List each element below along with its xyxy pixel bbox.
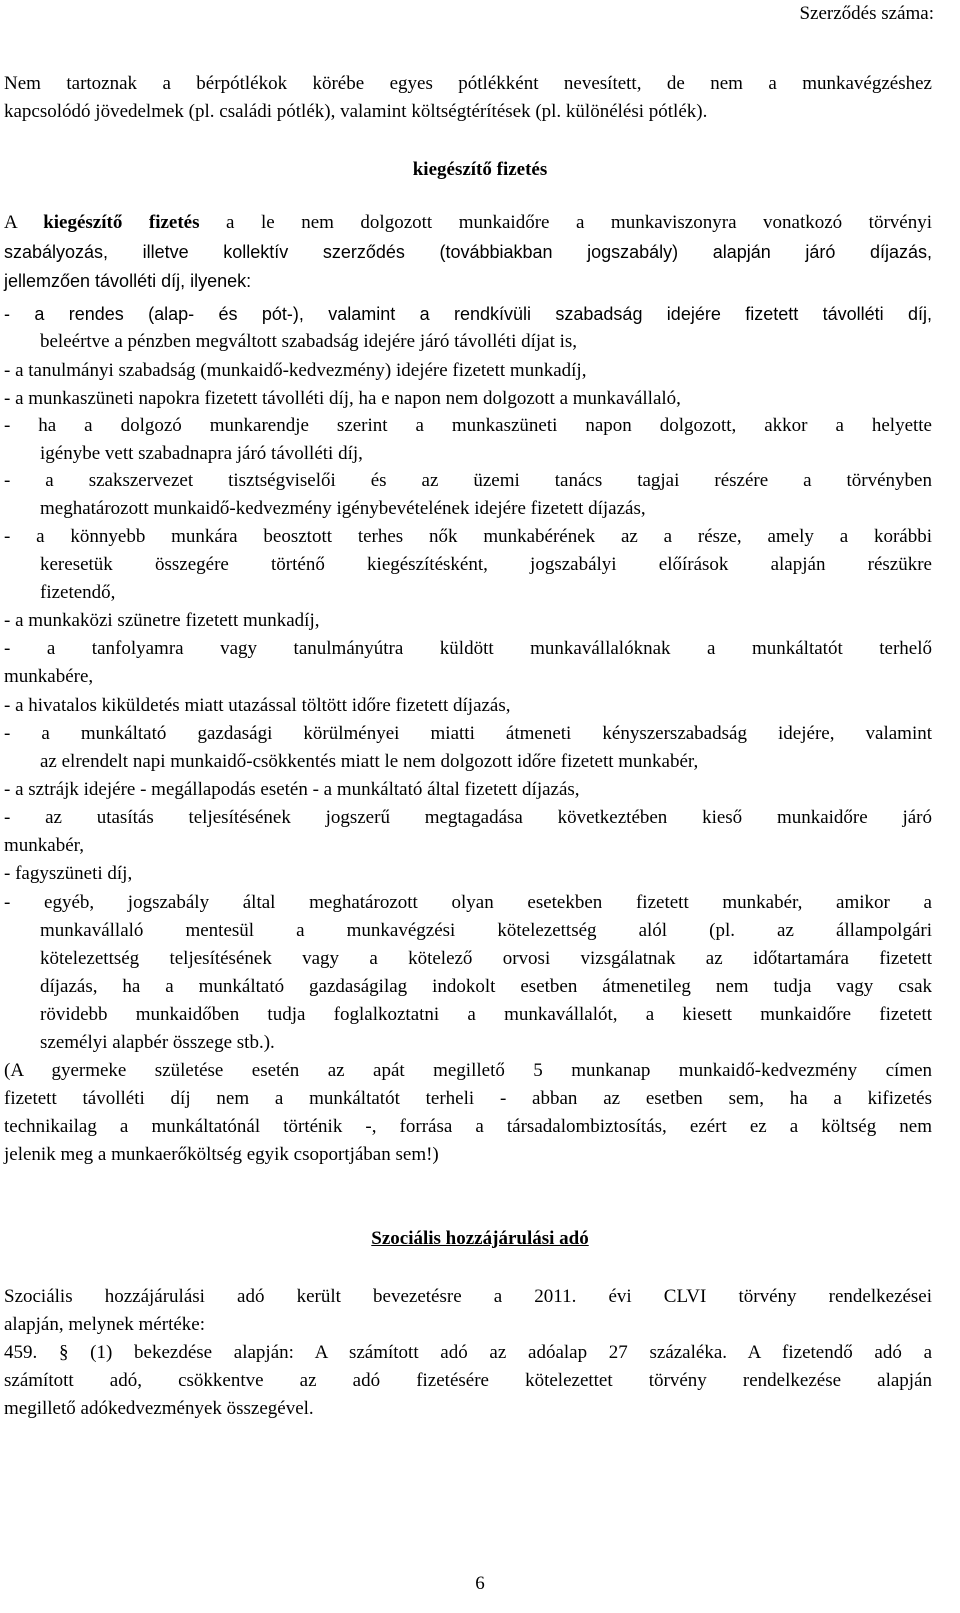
list-item: - a tanfolyamra vagy tanulmányútra küldött munkavállalóknak a munkáltatót terhelő xyxy=(4,638,932,659)
section2-line: 459. § (1) bekezdése alapján: A számított adó az adóalap 27 százaléka. A fizetendő adó a xyxy=(4,1342,932,1363)
list-item-continuation: meghatározott munkaidő-kedvezmény igénybevételének idejére fizetett díjazás, xyxy=(40,498,646,519)
note-line-1: (A gyermeke születése esetén az apát megillető 5 munkanap munkaidő-kedvezmény címen xyxy=(4,1060,932,1081)
list-item: - egyéb, jogszabály által meghatározott olyan esetekben fizetett munkabér, amikor a xyxy=(4,892,932,913)
list-item: - a hivatalos kiküldetés miatt utazással töltött időre fizetett díjazás, xyxy=(4,695,511,716)
list-item-continuation: munkavállaló mentesül a munkavégzési kötelezettség alól (pl. az állampolgári xyxy=(40,920,932,941)
note-line-3: technikailag a munkáltatónál történik -, forrása a társadalombiztosítás, ezért ez a költség nem xyxy=(4,1116,932,1137)
list-item-continuation: személyi alapbér összege stb.). xyxy=(40,1032,275,1053)
list-item: - fagyszüneti díj, xyxy=(4,863,133,884)
list-item: - ha a dolgozó munkarendje szerint a munkaszüneti napon dolgozott, akkor a helyette xyxy=(4,415,932,436)
list-item-continuation: munkabére, xyxy=(4,666,94,687)
list-item-continuation: díjazás, ha a munkáltató gazdaságilag indokolt esetben átmenetileg nem tudja vagy csak xyxy=(40,976,932,997)
list-item: - az utasítás teljesítésének jogszerű megtagadása következtében kieső munkaidőre járó xyxy=(4,807,932,828)
section-heading-text: Szociális hozzájárulási adó xyxy=(371,1228,589,1249)
list-item-continuation: fizetendő, xyxy=(40,582,116,603)
intro-line-1: Nem tartoznak a bérpótlékok körébe egyes pótlékként nevesített, de nem a munkavégzéshez xyxy=(4,73,932,94)
section2-line: Szociális hozzájárulási adó került bevezetésre a 2011. évi CLVI törvény rendelkezései xyxy=(4,1286,932,1307)
paragraph-line-1 xyxy=(4,209,932,237)
list-item-continuation: igénybe vett szabadnapra járó távolléti díj, xyxy=(40,443,363,464)
paragraph-start: A xyxy=(4,212,17,233)
paragraph-line-1-rest: a le nem dolgozott munkaidőre a munkaviszonyra vonatkozó törvényi xyxy=(226,212,932,233)
list-item: - a könnyebb munkára beosztott terhes nők munkabérének az a része, amely a korábbi xyxy=(4,526,932,547)
list-item: - a szakszervezet tisztségviselői és az üzemi tanács tagjai részére a törvényben xyxy=(4,470,932,491)
note-line-2: fizetett távolléti díj nem a munkáltatót terheli - abban az esetben sem, ha a kifizetés xyxy=(4,1088,932,1109)
list-item: - a rendes (alap- és pót-), valamint a rendkívüli szabadság idejére fizetett távolléti díj, xyxy=(4,304,932,324)
contract-number-label: Szerződés száma: xyxy=(799,3,934,24)
paragraph-line-2: szabályozás, illetve kollektív szerződés (továbbiakban jogszabály) alapján járó díjazás, xyxy=(4,242,932,262)
list-item: - a munkaszüneti napokra fizetett távolléti díj, ha e napon nem dolgozott a munkavállaló, xyxy=(4,388,681,409)
list-item-continuation: beleértve a pénzben megváltott szabadság idejére járó távolléti díjat is, xyxy=(40,331,578,352)
list-item-continuation: munkabér, xyxy=(4,835,84,856)
list-item-continuation: kötelezettség teljesítésének vagy a kötelező orvosi vizsgálatnak az időtartamára fizetett xyxy=(40,948,932,969)
section-heading-kiegeszito-fizetes: kiegészítő fizetés xyxy=(412,159,548,180)
list-item-continuation: keresetük összegére történő kiegészítésként, jogszabályi előírások alapján részükre xyxy=(40,554,932,575)
list-item: - a tanulmányi szabadság (munkaidő-kedvezmény) idejére fizetett munkadíj, xyxy=(4,360,587,381)
list-item: - a sztrájk idejére - megállapodás esetén - a munkáltató által fizetett díjazás, xyxy=(4,779,580,800)
list-item: - a munkáltató gazdasági körülményei miatti átmeneti kényszerszabadság idejére, valamint xyxy=(4,723,932,744)
list-item-continuation: az elrendelt napi munkaidő-csökkentés miatt le nem dolgozott időre fizetett munkabér, xyxy=(40,751,699,772)
section2-line: megillető adókedvezmények összegével. xyxy=(4,1398,314,1419)
note-line-4: jelenik meg a munkaerőköltség egyik csoportjában sem!) xyxy=(4,1144,439,1165)
section2-line: számított adó, csökkentve az adó fizetésére kötelezettet törvény rendelkezése alapján xyxy=(4,1370,932,1391)
paragraph-line-3: jellemzően távolléti díj, ilyenek: xyxy=(4,271,252,291)
term-bold: kiegészítő fizetés xyxy=(43,212,200,233)
section2-line: alapján, melynek mértéke: xyxy=(4,1314,205,1335)
list-item: - a munkaközi szünetre fizetett munkadíj, xyxy=(4,610,320,631)
page-number: 6 xyxy=(475,1573,485,1594)
list-item-continuation: rövidebb munkaidőben tudja foglalkoztatni a munkavállalót, a kiesett munkaidőre fizetett xyxy=(40,1004,932,1025)
intro-line-2: kapcsolódó jövedelmek (pl. családi pótlék), valamint költségtérítések (pl. különélési pótlék). xyxy=(4,101,708,122)
section-heading-szocialis-hozzajarulasi-ado xyxy=(0,1225,960,1253)
